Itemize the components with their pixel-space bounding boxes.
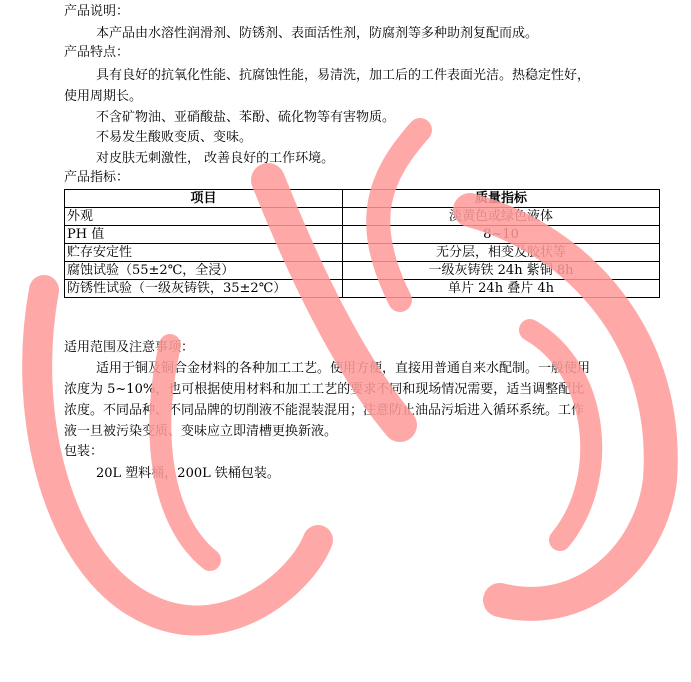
row-item: PH 值: [65, 226, 343, 244]
feature-item-1-line-1: 具有良好的抗氧化性能、抗腐蚀性能，易清洗，加工后的工件表面光洁。热稳定性好，: [96, 68, 591, 83]
row-value: 一级灰铸铁 24h 紫铜 8h: [343, 262, 660, 280]
row-item: 外观: [65, 208, 343, 226]
scope-line-3: 浓度。不同品种、不同品牌的切削液不能混装混用；注意防止油品污垢进入循环系统。工作: [64, 403, 585, 418]
packaging-heading: 包装：: [64, 444, 104, 459]
feature-item-1-line-2: 使用周期长。: [64, 89, 143, 104]
table-row: [65, 226, 660, 244]
packaging-text: 20L 塑料桶，200L 铁桶包装。: [96, 466, 280, 481]
row-value: 无分层，相变及胶状等: [343, 244, 660, 262]
row-value: 淡黄色或绿色液体: [343, 208, 660, 226]
scope-heading: 适用范围及注意事项：: [64, 340, 195, 355]
table-row: [65, 208, 660, 226]
description-heading: 产品说明：: [64, 4, 130, 19]
table-row: [65, 244, 660, 262]
row-value: 单片 24h 叠片 4h: [343, 280, 660, 298]
description-text: 本产品由水溶性润滑剂、防锈剂、表面活性剂，防腐剂等多种助剂复配而成。: [96, 26, 539, 41]
scope-line-4: 液一旦被污染变质、变味应立即清槽更换新液。: [64, 424, 338, 439]
feature-item-3: 不易发生酸败变质、变味。: [96, 130, 253, 145]
watermark-stroke-left-inner: [160, 345, 210, 560]
spec-table-header-row: [65, 190, 660, 208]
spec-table: [64, 189, 660, 298]
column-header-item: 项目: [65, 190, 343, 208]
column-header-standard: 质量指标: [343, 190, 660, 208]
specs-heading: 产品指标：: [64, 170, 130, 185]
scope-line-1: 适用于铜及铜合金材料的各种加工工艺。使用方便，直接用普通自来水配制。一般使用: [96, 361, 591, 376]
row-value: 8~10: [343, 226, 660, 244]
table-row: [65, 262, 660, 280]
row-item: 贮存安定性: [65, 244, 343, 262]
features-heading: 产品特点：: [64, 45, 130, 60]
row-item: 防锈性试验（一级灰铸铁，35±2℃）: [65, 280, 343, 298]
feature-item-2: 不含矿物油、亚硝酸盐、苯酚、硫化物等有害物质。: [96, 110, 396, 125]
row-item: 腐蚀试验（55±2℃，全浸）: [65, 262, 343, 280]
feature-item-4: 对皮肤无刺激性， 改善良好的工作环境。: [96, 151, 335, 166]
table-row: [65, 280, 660, 298]
scope-line-2: 浓度为 5~10%，也可根据使用材料和加工工艺的要求不同和现场情况需要，适当调整配比: [64, 382, 585, 397]
